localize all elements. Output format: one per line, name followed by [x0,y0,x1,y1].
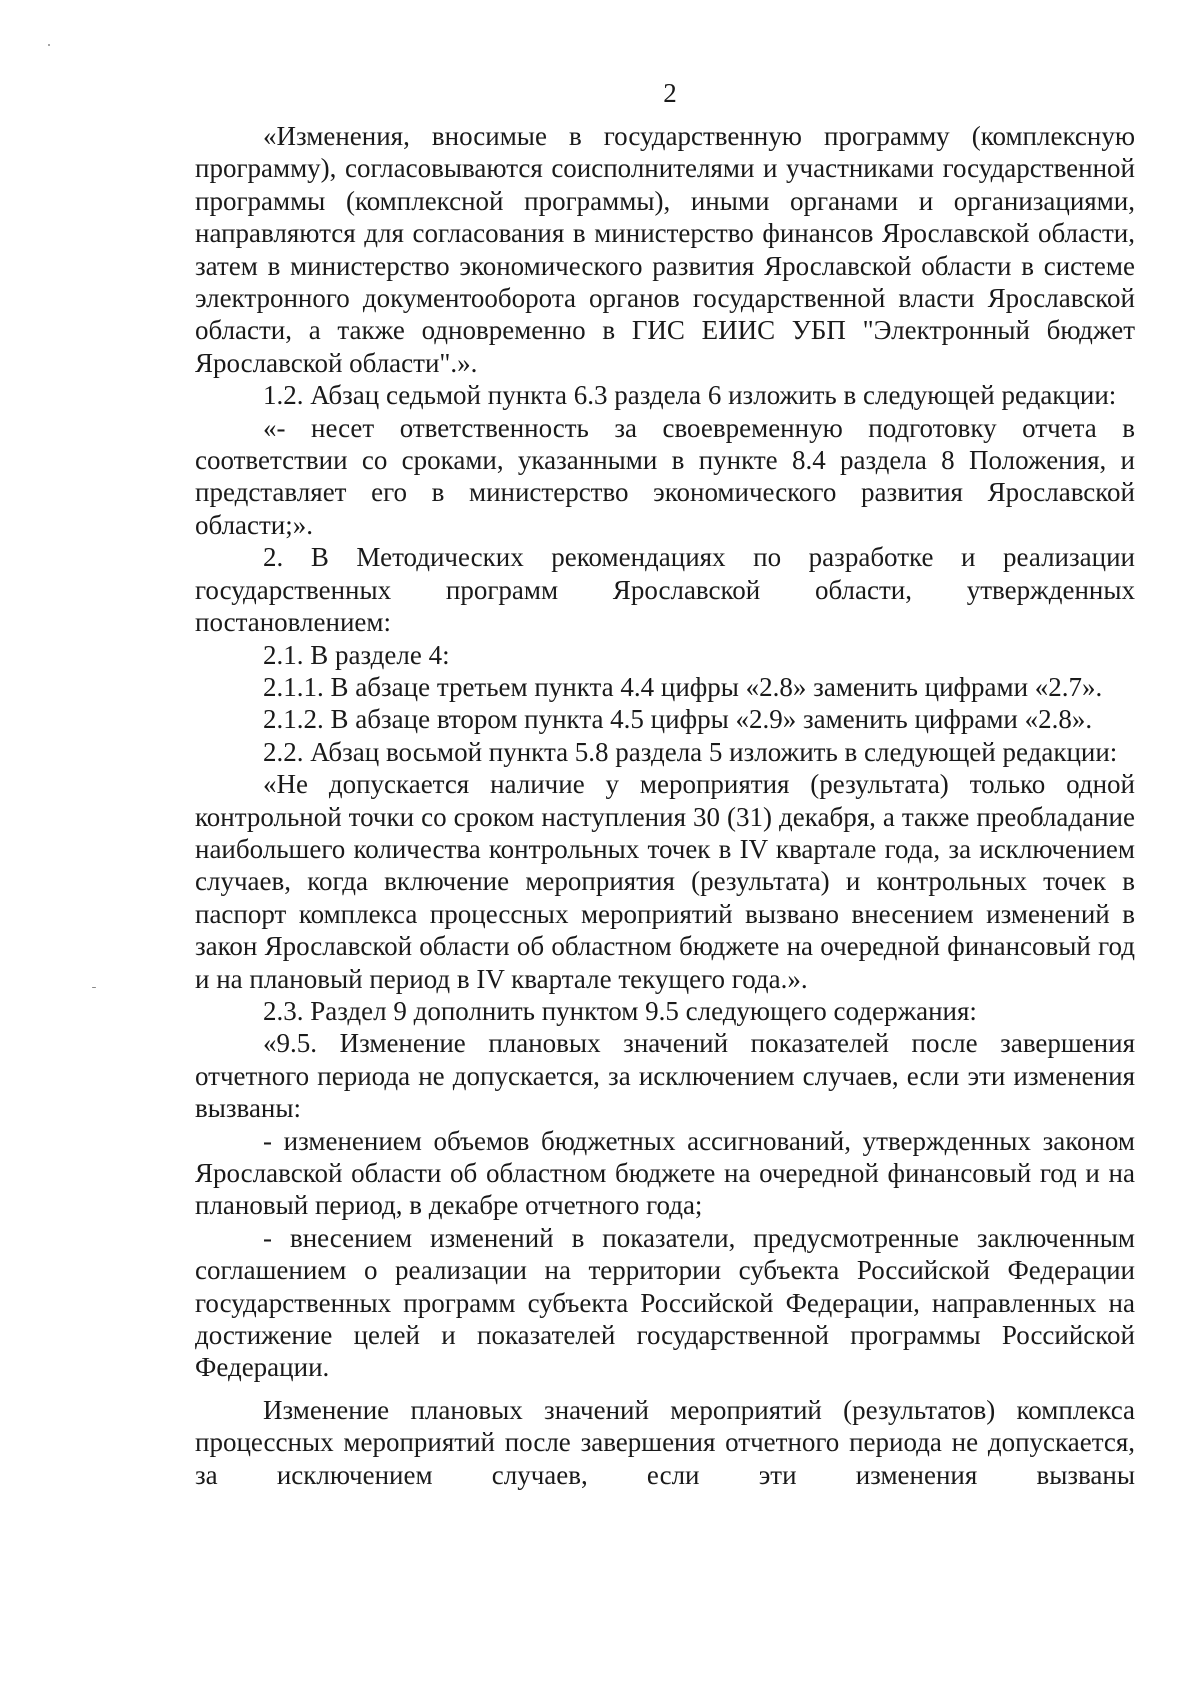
paragraph-changes-approval: «Изменения, вносимые в государственную программу (комплексную программу), согласовываются соисполнителями и участниками государственной программы (комплексной программы), иными органами и организациями, направляются для согласования в министерство финансов Ярославской области, затем в министерство экономического развития Ярославской области в системе электронного документооборота органов государственной власти Ярославской области, а также одновременно в ГИС ЕИИС УБП "Электронный бюджет Ярославской области".». [195,121,1135,378]
paragraph-agreement-change-bullet: - внесением изменений в показатели, предусмотренные заключенным соглашением о реализации на территории субъекта Российской Федерации государственных программ субъекта Российской Федерации, направленных на достижение целей и показателей государственной программы Российской Федерации. [195,1222,1135,1383]
paragraph-control-points-quote: «Не допускается наличие у мероприятия (результата) только одной контрольной точки со сроком наступления 30 (31) декабря, а также преобладание наибольшего количества контрольных точек в IV квартале года, за исключением случаев, когда включение мероприятия (результата) и контрольных точек в паспорт комплекса процессных мероприятий вызвано внесением изменений в закон Ярославской области об областном бюджете на очередной финансовый год и на плановый период в IV квартале текущего года.». [195,769,1135,994]
paragraph-item-9-5: «9.5. Изменение плановых значений показателей после завершения отчетного периода не допускается, за исключением случаев, если эти изменения вызваны: [195,1028,1135,1124]
paragraph-budget-change-bullet: - изменением объемов бюджетных ассигнований, утвержденных законом Ярославской области об областном бюджете на очередной финансовый год и на плановый период, в декабре отчетного года; [195,1125,1135,1221]
scan-speck [92,987,96,988]
paragraph-activities-change: Изменение плановых значений мероприятий (результатов) комплекса процессных мероприятий после завершения отчетного периода не допускается, за исключением случаев, если эти изменения вызваны [195,1394,1135,1490]
paragraph-item-1-2: 1.2. Абзац седьмой пункта 6.3 раздела 6 изложить в следующей редакции: [263,380,1117,411]
paragraph-item-2-1: 2.1. В разделе 4: [263,639,450,670]
page-number: 2 [663,78,677,108]
paragraph-responsibility-quote: «- несет ответственность за своевременную подготовку отчета в соответствии со сроками, указанными в пункте 8.4 раздела 8 Положения, и представляет его в министерство экономического развития Ярославской области;». [195,412,1135,540]
paragraph-item-2-3: 2.3. Раздел 9 дополнить пунктом 9.5 следующего содержания: [263,995,977,1026]
paragraph-item-2-1-2: 2.1.2. В абзаце втором пункта 4.5 цифры «2.9» заменить цифрами «2.8». [263,704,1093,735]
document-body [195,120,1135,1491]
paragraph-item-2: 2. В Методических рекомендациях по разработке и реализации государственных программ Ярославской области, утвержденных постановлением: [195,542,1135,638]
paragraph-item-2-2: 2.2. Абзац восьмой пункта 5.8 раздела 5 изложить в следующей редакции: [263,736,1118,767]
paragraph-item-2-1-1: 2.1.1. В абзаце третьем пункта 4.4 цифры «2.8» заменить цифрами «2.7». [263,671,1103,702]
scan-speck [48,44,50,46]
